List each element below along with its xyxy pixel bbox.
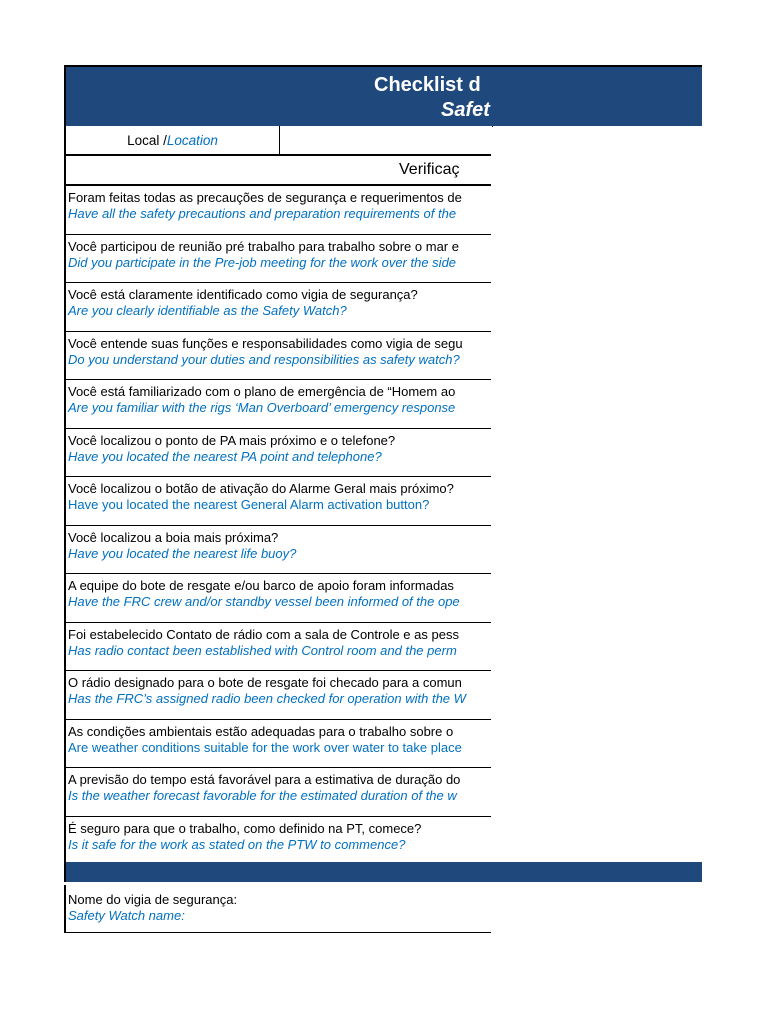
question-row	[66, 768, 491, 817]
question-text-pt: Você localizou a boia mais próxima?	[68, 529, 279, 545]
blank-area	[491, 127, 768, 862]
question-text-en: Have the FRC crew and/or standby vessel been informed of the ope	[68, 594, 460, 609]
blank-area-lower	[491, 884, 768, 944]
question-text-pt: O rádio designado para o bote de resgate foi checado para a comun	[68, 675, 462, 690]
question-text-en: Have you located the nearest life buoy?	[68, 545, 297, 561]
question-row	[66, 574, 491, 623]
question-text-en: Is it safe for the work as stated on the PTW to commence?	[68, 836, 406, 852]
question-row	[66, 235, 491, 284]
question-text-pt: Você localizou o ponto de PA mais próximo e o telefone?	[68, 432, 396, 448]
question-text-pt: Você entende suas funções e responsabilidades como vigia de segu	[68, 335, 463, 351]
question-row	[66, 429, 491, 478]
question-row	[66, 817, 491, 866]
question-text-pt: Foram feitas todas as precauções de segurança e requerimentos de	[68, 190, 462, 205]
section-header: Verificaç	[399, 161, 460, 178]
question-text-en: Have all the safety precautions and preparation requirements of the	[68, 206, 457, 221]
question-text-en: Have you located the nearest General Alarm activation button?	[68, 497, 430, 512]
question-text-en: Do you understand your duties and responsibilities as safety watch?	[68, 351, 460, 367]
safety-watch-label-pt: Nome do vigia de segurança:	[68, 892, 238, 907]
question-text-pt: Foi estabelecido Contato de rádio com a sala de Controle e as pess	[68, 626, 459, 642]
question-text-en: Are weather conditions suitable for the work over water to take place	[68, 739, 462, 755]
question-text-en: Is the weather forecast favorable for the estimated duration of the w	[68, 788, 457, 803]
question-text-pt: A equipe do bote de resgate e/ou barco de apoio foram informadas	[68, 578, 454, 593]
question-row	[66, 720, 491, 769]
footer-band	[64, 862, 702, 882]
question-text-pt: As condições ambientais estão adequadas para o trabalho sobre o	[68, 723, 454, 739]
question-row	[66, 477, 491, 526]
question-text-en: Has the FRC’s assigned radio been checked for operation with the W	[68, 691, 466, 706]
question-text-pt: Você está claramente identificado como vigia de segurança?	[68, 287, 418, 302]
location-label-pt: Local /	[127, 132, 167, 148]
question-text-en: Has radio contact been established with Control room and the perm	[68, 642, 457, 658]
question-text-en: Are you familiar with the rigs ‘Man Overboard’ emergency response	[68, 400, 456, 415]
question-row	[66, 186, 491, 235]
question-row	[66, 332, 491, 381]
question-text-en: Did you participate in the Pre-job meeting for the work over the side	[68, 254, 457, 270]
title-band	[64, 65, 702, 126]
question-text-pt: Você participou de reunião pré trabalho para trabalho sobre o mar e	[68, 238, 459, 254]
question-row	[66, 623, 491, 672]
question-text-pt: É seguro para que o trabalho, como definido na PT, comece?	[68, 820, 422, 836]
safety-watch-label-en: Safety Watch name:	[68, 908, 185, 923]
question-text-en: Are you clearly identifiable as the Safety Watch?	[68, 303, 347, 318]
question-row	[66, 526, 491, 575]
location-label	[66, 126, 280, 154]
section-header-row	[64, 156, 491, 186]
location-field[interactable]	[279, 126, 493, 154]
question-text-pt: Você localizou o botão de ativação do Alarme Geral mais próximo?	[68, 481, 454, 496]
question-row	[66, 671, 491, 720]
question-row	[66, 380, 491, 429]
question-text-en: Have you located the nearest PA point and telephone?	[68, 448, 382, 464]
question-text-pt: Você está familiarizado com o plano de emergência de “Homem ao	[68, 384, 456, 399]
location-row	[64, 126, 491, 156]
question-list	[64, 186, 491, 865]
safety-watch-name-row	[64, 885, 491, 933]
location-label-en: Location	[166, 132, 218, 148]
checklist-title: Checklist d	[374, 74, 481, 96]
checklist-subtitle: Safet	[441, 99, 490, 121]
question-text-pt: A previsão do tempo está favorável para a estimativa de duração do	[68, 772, 461, 787]
question-row	[66, 283, 491, 332]
